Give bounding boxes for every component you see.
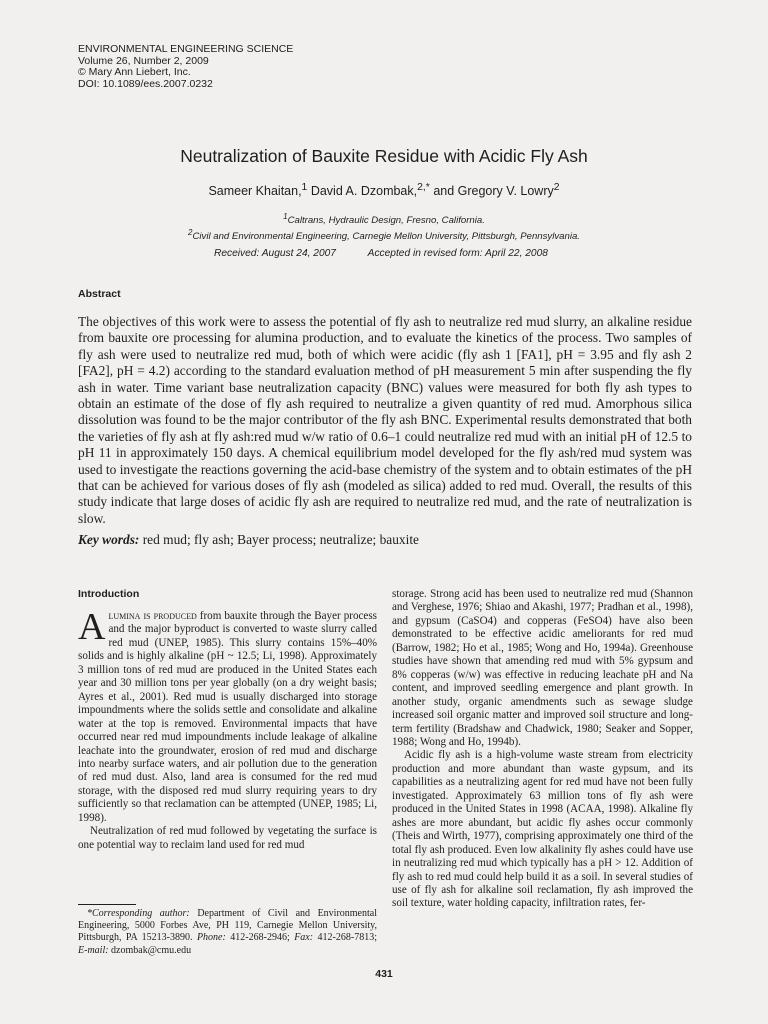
journal-name: ENVIRONMENTAL ENGINEERING SCIENCE — [78, 43, 294, 55]
footnote-label: *Corresponding author: — [87, 908, 190, 919]
column-left — [78, 606, 377, 852]
column-right — [392, 588, 693, 911]
author-3-affil-mark: 2 — [553, 182, 560, 193]
intro-paragraph-2: Neutralization of red mud followed by vegetating the surface is one potential way to reclaim land used for red mud — [78, 825, 377, 851]
corresponding-author-footnote: *Corresponding author: Department of Civil and Environmental Engineering, 5000 Forbes Ave, PH 119, Carnegie Mellon University, Pittsburgh, PA 15213-3890. Phone: 412-268-2946; Fax: 412-268-7813; E-mail: dzombak@cmu.edu — [78, 908, 377, 956]
journal-doi: DOI: 10.1089/ees.2007.0232 — [78, 77, 213, 90]
submission-dates — [214, 248, 548, 259]
journal-copyright: © Mary Ann Liebert, Inc. — [78, 66, 191, 78]
drop-cap: A — [78, 606, 106, 648]
journal-volume: Volume 26, Number 2, 2009 — [78, 54, 209, 67]
abstract-text: The objectives of this work were to assess the potential of fly ash to neutralize red mud slurry, an alkaline residue from bauxite ore processing for alumina production, and to evaluate the kinetics of the process. Two samples of fly ash were used to neutralize red mud, both of which were acidic (fly ash 1 [FA1], pH = 3.95 and fly ash 2 [FA2], pH = 4.2) according to the standard evaluation method of pH measurement 5 min after suspending the fly ash in water. Time variant base neutralization capacity (BNC) values were measured for both fly ash types to obtain an estimate of the dose of fly ash required to neutralize a given quantity of red mud. Amorphous silica dissolution was found to be the major contributor of the fly ash BNC. Experimental results demonstrated that both the varieties of fly ash at fly ash:red mud w/w ratio of 0.6–1 could neutralize red mud with an initial pH of 12.5 to pH 11 in approximately 150 days. A chemical equilibrium model developed for the fly ash/red mud system was used to investigate the reactions governing the acid-base chemistry of the system and to obtain estimates of the pH that can be achieved for various doses of fly ash (modeled as silica) added to red mud. Overall, the results of this study indicate that large doses of acidic fly ash are required to neutralize red mud, and the rate of neutralization is slow. — [78, 314, 692, 526]
author-2-affil-mark: 2,* — [417, 182, 430, 193]
author-3: and Gregory V. Lowry — [429, 184, 554, 199]
footnote-rule — [78, 904, 136, 905]
intro-paragraph-4: Acidic fly ash is a high-volume waste stream from electricity production and more abundant than waste gypsum, and its capabilities as a neutralizing agent for red mud have not been fully investigated. Approximately 63 million tons of fly ash were produced in the United States in 1998 (ACAA, 1998). Alkaline fly ashes are more abundant, but acidic fly ashes occur commonly (Theis and Wirth, 1977), comprising approximately one third of the total fly ash produced. Even low alkalinity fly ashes could have use in neutralizing red mud which typically has a pH > 12. Addition of fly ash to red mud could help build it as a soil. In several studies of use of fly ash for alkaline soil reclamation, fly ash improved the soil texture, water holding capacity, infiltration rates, fer- — [392, 749, 693, 910]
keywords-label: Key words: — [78, 532, 140, 547]
keywords-text: red mud; fly ash; Bayer process; neutralize; bauxite — [139, 532, 419, 547]
affiliation-1: $^1$Caltrans, Hydraulic Design, Fresno, California. — [283, 212, 485, 227]
abstract-heading: Abstract — [78, 288, 121, 300]
journal-header — [78, 44, 293, 90]
page-number: 431 — [375, 968, 393, 980]
author-1: Sameer Khaitan, — [208, 184, 302, 199]
author-2: David A. Dzombak, — [307, 184, 418, 199]
intro-lead-smallcaps: lumina is produced — [108, 610, 197, 622]
received-date: Received: August 24, 2007 — [214, 248, 336, 259]
keywords — [78, 532, 419, 548]
author-list — [0, 182, 768, 198]
paper-title: Neutralization of Bauxite Residue with Acidic Fly Ash — [180, 146, 588, 166]
introduction-heading: Introduction — [78, 588, 140, 600]
author-1-affil-mark: 1 — [301, 182, 308, 193]
intro-paragraph-1: Alumina is produced from bauxite through the Bayer process and the major byproduct is converted to waste slurry called red mud (UNEP, 1985). This slurry contains 15%–40% solids and is highly alkaline (pH ~ 12.5; Li, 1998). Approximately 3 million tons of red mud are produced in the United States each year and 30 million tons per year globally (on a dry weight basis; Ayres et al., 2001). Red mud is usually discharged into storage impoundments where the solids settle and consolidate and alkaline water at the top is removed. Environmental impacts that have occurred near red mud impoundments include leakage of alkaline leachate into the groundwater, erosion of red mud and discharge into nearby surface waters, and air pollution due to the generation of red mud dust. Also, land area is consumed for the red mud storage, with the disposed red mud slurry requiring years to dry sufficiently so that reclamation can be attempted (UNEP, 1985; Li, 1998). — [78, 606, 377, 824]
intro-paragraph-3: storage. Strong acid has been used to neutralize red mud (Shannon and Verghese, 1976; Shiao and Akashi, 1977; Pradhan et al., 1998), and gypsum (CaSO4) and copperas (FeSO4) have also been demonstrated to be effective acidic ameliorants for red mud (Barrow, 1982; Ho et al., 1985; Wong and Ho, 1994a). Greenhouse studies have shown that amending red mud with 5% gypsum and 8% copperas (w/w) was effective in reducing leachate pH and Na content, and improved seedling emergence and plant growth. In another study, organic amendments such as sewage sludge increased soil organic matter and improved soil structure and long-term fertility (Bradshaw and Chadwick, 1980; Seaker and Sopper, 1988; Wong and Ho, 1994b). — [392, 588, 693, 748]
affiliation-2: $^2$Civil and Environmental Engineering, Carnegie Mellon University, Pittsburgh, Pennsylvania. — [188, 228, 580, 243]
accepted-date: Accepted in revised form: April 22, 2008 — [367, 248, 548, 259]
email-address[interactable]: dzombak@cmu.edu — [108, 944, 192, 956]
affiliations — [0, 211, 768, 243]
